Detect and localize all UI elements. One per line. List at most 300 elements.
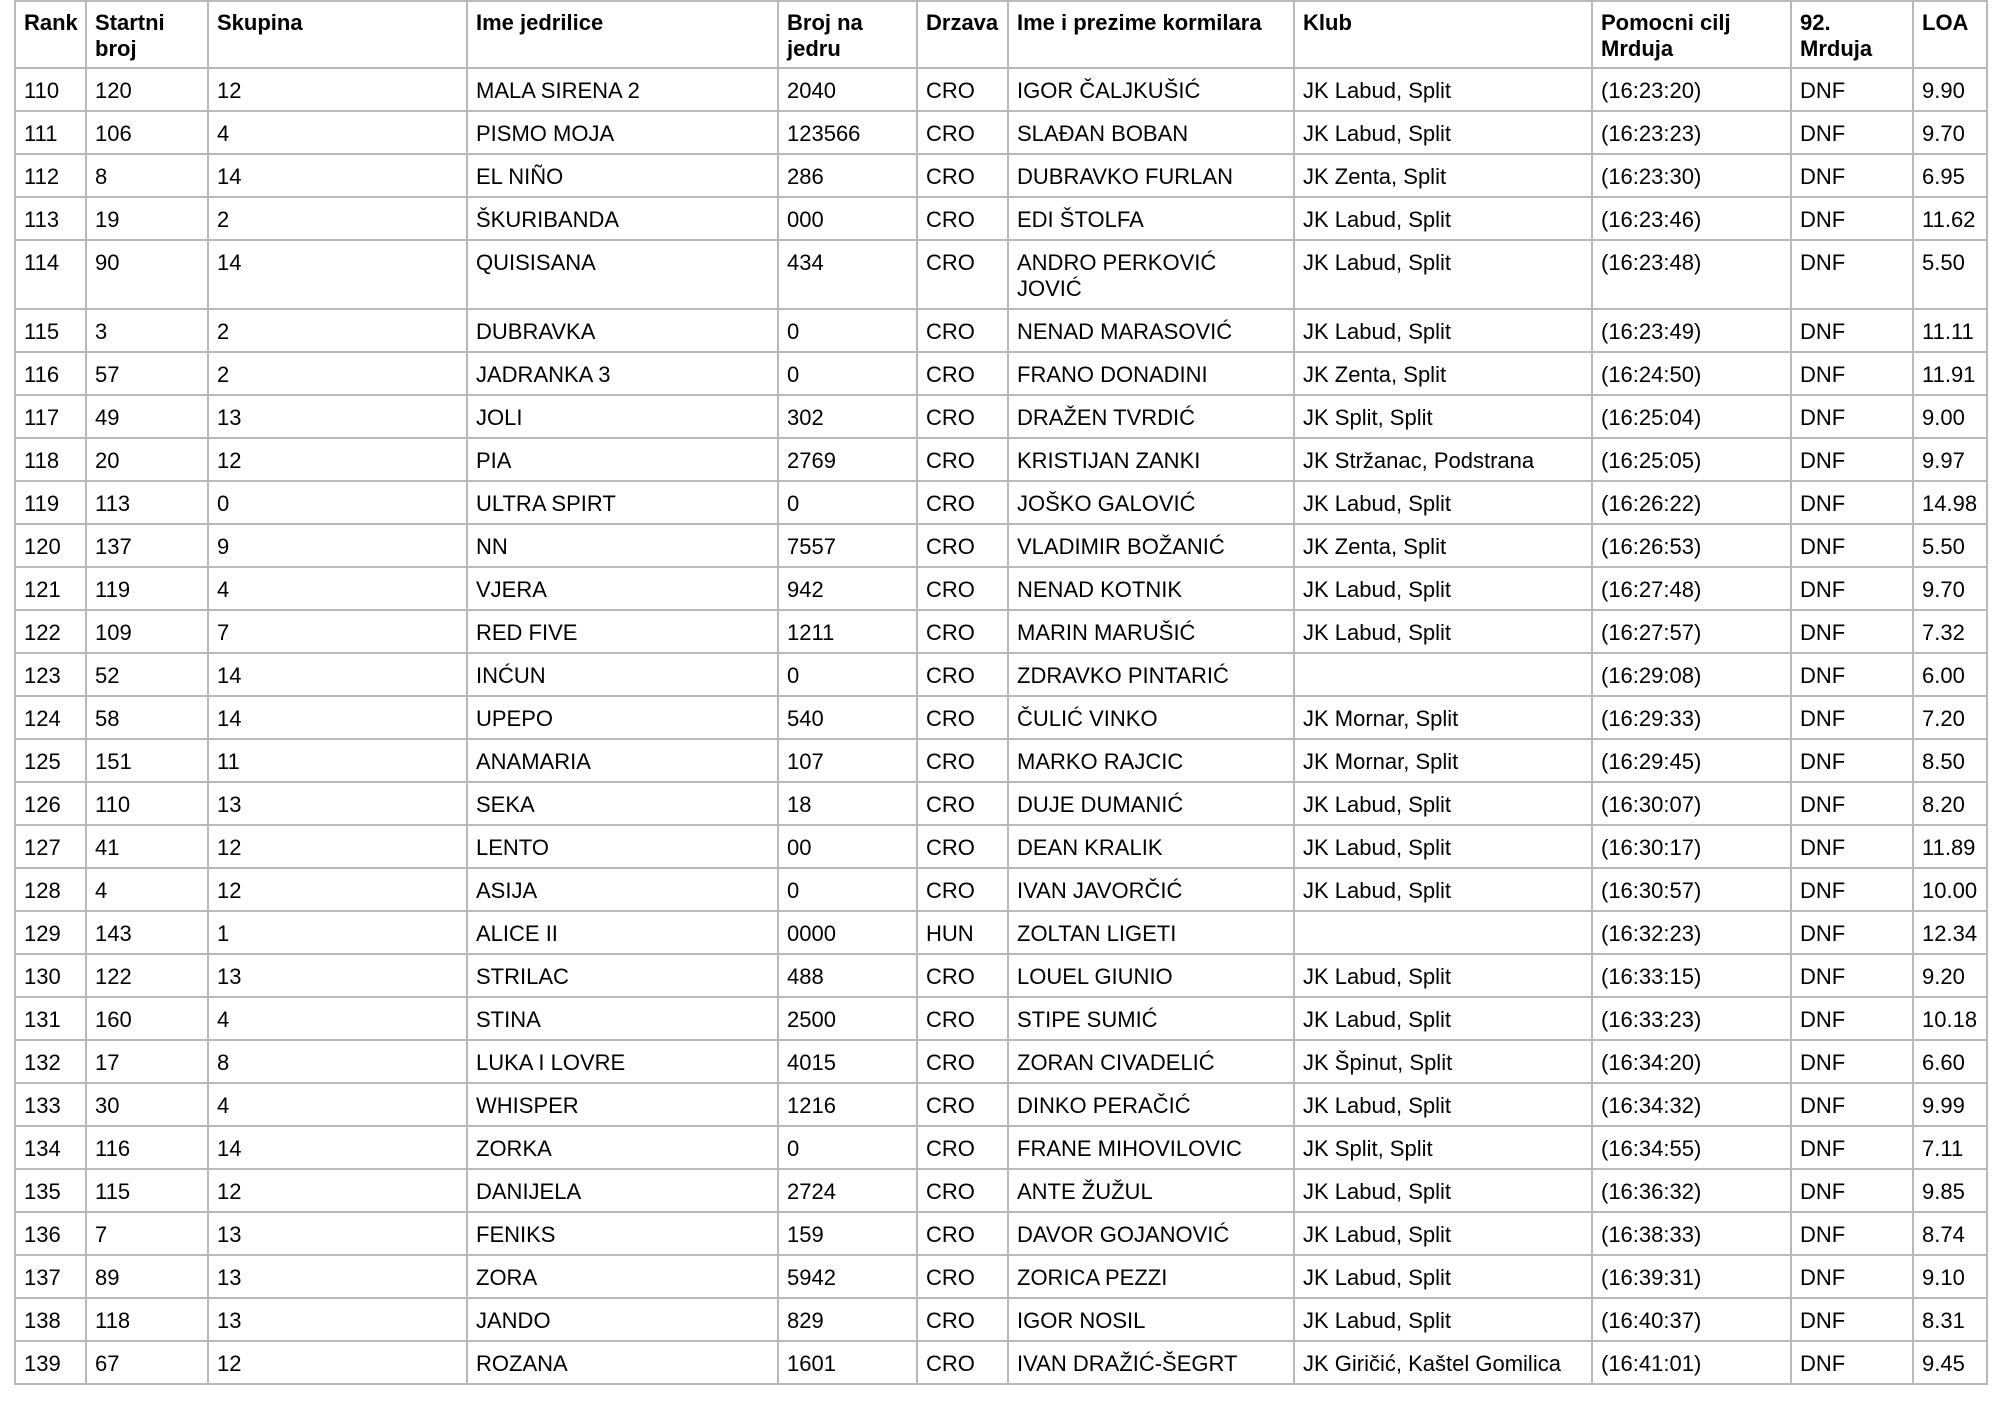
pomocni-cilj-cell: (16:25:04) [1592, 395, 1791, 438]
klub-cell: JK Zenta, Split [1294, 352, 1592, 395]
startni-broj-cell: 57 [86, 352, 208, 395]
mrduja-cell: DNF [1791, 438, 1913, 481]
klub-cell: JK Giričić, Kaštel Gomilica [1294, 1341, 1592, 1384]
drzava-cell: CRO [917, 1298, 1008, 1341]
table-row [15, 352, 1987, 395]
rank-cell: 127 [15, 825, 86, 868]
drzava-cell: CRO [917, 524, 1008, 567]
skupina-cell: 13 [208, 1255, 467, 1298]
table-row [15, 1341, 1987, 1384]
startni-broj-cell: 58 [86, 696, 208, 739]
rank-cell: 119 [15, 481, 86, 524]
pomocni-cilj-cell: (16:23:20) [1592, 68, 1791, 111]
pomocni-cilj-cell: (16:41:01) [1592, 1341, 1791, 1384]
kormilar-cell: KRISTIJAN ZANKI [1008, 438, 1294, 481]
kormilar-cell: ČULIĆ VINKO [1008, 696, 1294, 739]
table-row [15, 68, 1987, 111]
rank-cell: 126 [15, 782, 86, 825]
klub-cell: JK Labud, Split [1294, 954, 1592, 997]
kormilar-cell: IVAN JAVORČIĆ [1008, 868, 1294, 911]
loa-cell: 9.97 [1913, 438, 1987, 481]
col-header-broj-na-jedru: Broj na jedru [778, 1, 917, 68]
klub-cell: JK Labud, Split [1294, 997, 1592, 1040]
ime-jedrilice-cell: SEKA [467, 782, 778, 825]
ime-jedrilice-cell: LUKA I LOVRE [467, 1040, 778, 1083]
drzava-cell: CRO [917, 1212, 1008, 1255]
klub-cell [1294, 653, 1592, 696]
loa-cell: 5.50 [1913, 240, 1987, 309]
mrduja-cell: DNF [1791, 610, 1913, 653]
skupina-cell: 12 [208, 1341, 467, 1384]
skupina-cell: 14 [208, 1126, 467, 1169]
mrduja-cell: DNF [1791, 309, 1913, 352]
skupina-cell: 1 [208, 911, 467, 954]
kormilar-cell: STIPE SUMIĆ [1008, 997, 1294, 1040]
drzava-cell: CRO [917, 154, 1008, 197]
kormilar-cell: EDI ŠTOLFA [1008, 197, 1294, 240]
rank-cell: 114 [15, 240, 86, 309]
mrduja-cell: DNF [1791, 240, 1913, 309]
startni-broj-cell: 67 [86, 1341, 208, 1384]
col-header-rank: Rank [15, 1, 86, 68]
ime-jedrilice-cell: ASIJA [467, 868, 778, 911]
broj-na-jedru-cell: 2500 [778, 997, 917, 1040]
loa-cell: 8.74 [1913, 1212, 1987, 1255]
skupina-cell: 12 [208, 868, 467, 911]
drzava-cell: CRO [917, 1126, 1008, 1169]
klub-cell: JK Labud, Split [1294, 1169, 1592, 1212]
mrduja-cell: DNF [1791, 395, 1913, 438]
skupina-cell: 7 [208, 610, 467, 653]
ime-jedrilice-cell: ANAMARIA [467, 739, 778, 782]
skupina-cell: 12 [208, 438, 467, 481]
loa-cell: 9.85 [1913, 1169, 1987, 1212]
table-row [15, 911, 1987, 954]
table-row [15, 438, 1987, 481]
rank-cell: 110 [15, 68, 86, 111]
loa-cell: 11.62 [1913, 197, 1987, 240]
drzava-cell: CRO [917, 240, 1008, 309]
pomocni-cilj-cell: (16:26:53) [1592, 524, 1791, 567]
ime-jedrilice-cell: ALICE II [467, 911, 778, 954]
ime-jedrilice-cell: PIA [467, 438, 778, 481]
skupina-cell: 13 [208, 1212, 467, 1255]
ime-jedrilice-cell: LENTO [467, 825, 778, 868]
kormilar-cell: NENAD KOTNIK [1008, 567, 1294, 610]
broj-na-jedru-cell: 1601 [778, 1341, 917, 1384]
rank-cell: 132 [15, 1040, 86, 1083]
broj-na-jedru-cell: 159 [778, 1212, 917, 1255]
rank-cell: 113 [15, 197, 86, 240]
pomocni-cilj-cell: (16:29:45) [1592, 739, 1791, 782]
drzava-cell: HUN [917, 911, 1008, 954]
table-row [15, 197, 1987, 240]
broj-na-jedru-cell: 5942 [778, 1255, 917, 1298]
loa-cell: 9.99 [1913, 1083, 1987, 1126]
startni-broj-cell: 160 [86, 997, 208, 1040]
pomocni-cilj-cell: (16:23:23) [1592, 111, 1791, 154]
klub-cell: JK Labud, Split [1294, 240, 1592, 309]
klub-cell: JK Labud, Split [1294, 1083, 1592, 1126]
skupina-cell: 14 [208, 696, 467, 739]
broj-na-jedru-cell: 829 [778, 1298, 917, 1341]
skupina-cell: 14 [208, 653, 467, 696]
ime-jedrilice-cell: PISMO MOJA [467, 111, 778, 154]
drzava-cell: CRO [917, 954, 1008, 997]
mrduja-cell: DNF [1791, 1083, 1913, 1126]
table-row [15, 1126, 1987, 1169]
drzava-cell: CRO [917, 1083, 1008, 1126]
kormilar-cell: ANTE ŽUŽUL [1008, 1169, 1294, 1212]
skupina-cell: 12 [208, 68, 467, 111]
table-row [15, 739, 1987, 782]
mrduja-cell: DNF [1791, 739, 1913, 782]
broj-na-jedru-cell: 2724 [778, 1169, 917, 1212]
ime-jedrilice-cell: ZORKA [467, 1126, 778, 1169]
broj-na-jedru-cell: 2040 [778, 68, 917, 111]
ime-jedrilice-cell: VJERA [467, 567, 778, 610]
drzava-cell: CRO [917, 696, 1008, 739]
loa-cell: 11.89 [1913, 825, 1987, 868]
klub-cell: JK Labud, Split [1294, 111, 1592, 154]
pomocni-cilj-cell: (16:23:46) [1592, 197, 1791, 240]
kormilar-cell: JOŠKO GALOVIĆ [1008, 481, 1294, 524]
pomocni-cilj-cell: (16:26:22) [1592, 481, 1791, 524]
drzava-cell: CRO [917, 782, 1008, 825]
mrduja-cell: DNF [1791, 1255, 1913, 1298]
ime-jedrilice-cell: RED FIVE [467, 610, 778, 653]
pomocni-cilj-cell: (16:32:23) [1592, 911, 1791, 954]
klub-cell: JK Labud, Split [1294, 1212, 1592, 1255]
mrduja-cell: DNF [1791, 1169, 1913, 1212]
startni-broj-cell: 52 [86, 653, 208, 696]
startni-broj-cell: 106 [86, 111, 208, 154]
skupina-cell: 8 [208, 1040, 467, 1083]
skupina-cell: 13 [208, 1298, 467, 1341]
table-row [15, 309, 1987, 352]
kormilar-cell: DRAŽEN TVRDIĆ [1008, 395, 1294, 438]
mrduja-cell: DNF [1791, 782, 1913, 825]
col-header-skupina: Skupina [208, 1, 467, 68]
ime-jedrilice-cell: JANDO [467, 1298, 778, 1341]
header-row [15, 1, 1987, 68]
mrduja-cell: DNF [1791, 352, 1913, 395]
table-row [15, 1040, 1987, 1083]
broj-na-jedru-cell: 0 [778, 1126, 917, 1169]
rank-cell: 123 [15, 653, 86, 696]
rank-cell: 116 [15, 352, 86, 395]
kormilar-cell: DUJE DUMANIĆ [1008, 782, 1294, 825]
pomocni-cilj-cell: (16:40:37) [1592, 1298, 1791, 1341]
results-body [15, 68, 1987, 1384]
startni-broj-cell: 118 [86, 1298, 208, 1341]
drzava-cell: CRO [917, 868, 1008, 911]
klub-cell [1294, 911, 1592, 954]
mrduja-cell: DNF [1791, 1341, 1913, 1384]
table-row [15, 1298, 1987, 1341]
broj-na-jedru-cell: 00 [778, 825, 917, 868]
drzava-cell: CRO [917, 1169, 1008, 1212]
ime-jedrilice-cell: FENIKS [467, 1212, 778, 1255]
kormilar-cell: ZOLTAN LIGETI [1008, 911, 1294, 954]
broj-na-jedru-cell: 302 [778, 395, 917, 438]
klub-cell: JK Zenta, Split [1294, 524, 1592, 567]
loa-cell: 5.50 [1913, 524, 1987, 567]
pomocni-cilj-cell: (16:27:48) [1592, 567, 1791, 610]
drzava-cell: CRO [917, 1255, 1008, 1298]
drzava-cell: CRO [917, 352, 1008, 395]
startni-broj-cell: 110 [86, 782, 208, 825]
startni-broj-cell: 116 [86, 1126, 208, 1169]
broj-na-jedru-cell: 7557 [778, 524, 917, 567]
broj-na-jedru-cell: 540 [778, 696, 917, 739]
broj-na-jedru-cell: 4015 [778, 1040, 917, 1083]
startni-broj-cell: 151 [86, 739, 208, 782]
mrduja-cell: DNF [1791, 825, 1913, 868]
loa-cell: 11.91 [1913, 352, 1987, 395]
rank-cell: 128 [15, 868, 86, 911]
kormilar-cell: MARKO RAJCIC [1008, 739, 1294, 782]
broj-na-jedru-cell: 0 [778, 309, 917, 352]
skupina-cell: 2 [208, 197, 467, 240]
kormilar-cell: ZDRAVKO PINTARIĆ [1008, 653, 1294, 696]
skupina-cell: 9 [208, 524, 467, 567]
broj-na-jedru-cell: 18 [778, 782, 917, 825]
broj-na-jedru-cell: 488 [778, 954, 917, 997]
ime-jedrilice-cell: ULTRA SPIRT [467, 481, 778, 524]
loa-cell: 6.60 [1913, 1040, 1987, 1083]
loa-cell: 9.70 [1913, 111, 1987, 154]
rank-cell: 138 [15, 1298, 86, 1341]
kormilar-cell: VLADIMIR BOŽANIĆ [1008, 524, 1294, 567]
skupina-cell: 12 [208, 825, 467, 868]
table-row [15, 240, 1987, 309]
ime-jedrilice-cell: ŠKURIBANDA [467, 197, 778, 240]
pomocni-cilj-cell: (16:30:57) [1592, 868, 1791, 911]
skupina-cell: 4 [208, 997, 467, 1040]
table-row [15, 610, 1987, 653]
rank-cell: 133 [15, 1083, 86, 1126]
drzava-cell: CRO [917, 1040, 1008, 1083]
rank-cell: 112 [15, 154, 86, 197]
broj-na-jedru-cell: 0 [778, 481, 917, 524]
pomocni-cilj-cell: (16:34:55) [1592, 1126, 1791, 1169]
drzava-cell: CRO [917, 395, 1008, 438]
loa-cell: 10.00 [1913, 868, 1987, 911]
pomocni-cilj-cell: (16:24:50) [1592, 352, 1791, 395]
rank-cell: 120 [15, 524, 86, 567]
ime-jedrilice-cell: STINA [467, 997, 778, 1040]
results-table [14, 0, 1988, 1385]
loa-cell: 9.90 [1913, 68, 1987, 111]
table-row [15, 954, 1987, 997]
mrduja-cell: DNF [1791, 1040, 1913, 1083]
ime-jedrilice-cell: DUBRAVKA [467, 309, 778, 352]
broj-na-jedru-cell: 0000 [778, 911, 917, 954]
rank-cell: 118 [15, 438, 86, 481]
kormilar-cell: DAVOR GOJANOVIĆ [1008, 1212, 1294, 1255]
drzava-cell: CRO [917, 825, 1008, 868]
loa-cell: 7.20 [1913, 696, 1987, 739]
rank-cell: 122 [15, 610, 86, 653]
klub-cell: JK Labud, Split [1294, 309, 1592, 352]
table-row [15, 567, 1987, 610]
startni-broj-cell: 19 [86, 197, 208, 240]
klub-cell: JK Labud, Split [1294, 1298, 1592, 1341]
startni-broj-cell: 109 [86, 610, 208, 653]
skupina-cell: 2 [208, 352, 467, 395]
kormilar-cell: NENAD MARASOVIĆ [1008, 309, 1294, 352]
startni-broj-cell: 20 [86, 438, 208, 481]
loa-cell: 14.98 [1913, 481, 1987, 524]
mrduja-cell: DNF [1791, 954, 1913, 997]
pomocni-cilj-cell: (16:27:57) [1592, 610, 1791, 653]
loa-cell: 8.50 [1913, 739, 1987, 782]
rank-cell: 130 [15, 954, 86, 997]
pomocni-cilj-cell: (16:33:23) [1592, 997, 1791, 1040]
pomocni-cilj-cell: (16:23:49) [1592, 309, 1791, 352]
rank-cell: 117 [15, 395, 86, 438]
klub-cell: JK Labud, Split [1294, 825, 1592, 868]
pomocni-cilj-cell: (16:39:31) [1592, 1255, 1791, 1298]
kormilar-cell: LOUEL GIUNIO [1008, 954, 1294, 997]
klub-cell: JK Labud, Split [1294, 68, 1592, 111]
table-row [15, 481, 1987, 524]
table-row [15, 395, 1987, 438]
startni-broj-cell: 7 [86, 1212, 208, 1255]
skupina-cell: 12 [208, 1169, 467, 1212]
ime-jedrilice-cell: INĆUN [467, 653, 778, 696]
pomocni-cilj-cell: (16:30:17) [1592, 825, 1791, 868]
rank-cell: 124 [15, 696, 86, 739]
ime-jedrilice-cell: DANIJELA [467, 1169, 778, 1212]
startni-broj-cell: 113 [86, 481, 208, 524]
col-header-startni-broj: Startni broj [86, 1, 208, 68]
loa-cell: 9.20 [1913, 954, 1987, 997]
loa-cell: 7.32 [1913, 610, 1987, 653]
loa-cell: 7.11 [1913, 1126, 1987, 1169]
kormilar-cell: ANDRO PERKOVIĆ JOVIĆ [1008, 240, 1294, 309]
klub-cell: JK Labud, Split [1294, 1255, 1592, 1298]
pomocni-cilj-cell: (16:23:48) [1592, 240, 1791, 309]
startni-broj-cell: 8 [86, 154, 208, 197]
broj-na-jedru-cell: 0 [778, 653, 917, 696]
drzava-cell: CRO [917, 567, 1008, 610]
skupina-cell: 11 [208, 739, 467, 782]
broj-na-jedru-cell: 434 [778, 240, 917, 309]
rank-cell: 135 [15, 1169, 86, 1212]
col-header-kormilar: Ime i prezime kormilara [1008, 1, 1294, 68]
broj-na-jedru-cell: 1211 [778, 610, 917, 653]
rank-cell: 137 [15, 1255, 86, 1298]
klub-cell: JK Labud, Split [1294, 782, 1592, 825]
pomocni-cilj-cell: (16:29:08) [1592, 653, 1791, 696]
loa-cell: 8.20 [1913, 782, 1987, 825]
loa-cell: 9.45 [1913, 1341, 1987, 1384]
loa-cell: 10.18 [1913, 997, 1987, 1040]
table-row [15, 653, 1987, 696]
klub-cell: JK Split, Split [1294, 395, 1592, 438]
klub-cell: JK Labud, Split [1294, 868, 1592, 911]
ime-jedrilice-cell: ROZANA [467, 1341, 778, 1384]
rank-cell: 139 [15, 1341, 86, 1384]
skupina-cell: 13 [208, 954, 467, 997]
loa-cell: 12.34 [1913, 911, 1987, 954]
mrduja-cell: DNF [1791, 111, 1913, 154]
table-row [15, 1255, 1987, 1298]
drzava-cell: CRO [917, 68, 1008, 111]
loa-cell: 9.00 [1913, 395, 1987, 438]
ime-jedrilice-cell: EL NIÑO [467, 154, 778, 197]
skupina-cell: 13 [208, 395, 467, 438]
col-header-klub: Klub [1294, 1, 1592, 68]
pomocni-cilj-cell: (16:36:32) [1592, 1169, 1791, 1212]
drzava-cell: CRO [917, 197, 1008, 240]
klub-cell: JK Mornar, Split [1294, 696, 1592, 739]
skupina-cell: 4 [208, 111, 467, 154]
broj-na-jedru-cell: 107 [778, 739, 917, 782]
klub-cell: JK Labud, Split [1294, 481, 1592, 524]
ime-jedrilice-cell: WHISPER [467, 1083, 778, 1126]
rank-cell: 129 [15, 911, 86, 954]
drzava-cell: CRO [917, 653, 1008, 696]
table-row [15, 154, 1987, 197]
pomocni-cilj-cell: (16:33:15) [1592, 954, 1791, 997]
klub-cell: JK Labud, Split [1294, 610, 1592, 653]
startni-broj-cell: 49 [86, 395, 208, 438]
skupina-cell: 4 [208, 1083, 467, 1126]
klub-cell: JK Stržanac, Podstrana [1294, 438, 1592, 481]
ime-jedrilice-cell: STRILAC [467, 954, 778, 997]
mrduja-cell: DNF [1791, 197, 1913, 240]
kormilar-cell: IVAN DRAŽIĆ-ŠEGRT [1008, 1341, 1294, 1384]
broj-na-jedru-cell: 2769 [778, 438, 917, 481]
ime-jedrilice-cell: JOLI [467, 395, 778, 438]
kormilar-cell: SLAĐAN BOBAN [1008, 111, 1294, 154]
table-row [15, 782, 1987, 825]
mrduja-cell: DNF [1791, 696, 1913, 739]
col-header-pomocni-cilj: Pomocni cilj Mrduja [1592, 1, 1791, 68]
ime-jedrilice-cell: JADRANKA 3 [467, 352, 778, 395]
ime-jedrilice-cell: MALA SIRENA 2 [467, 68, 778, 111]
pomocni-cilj-cell: (16:34:20) [1592, 1040, 1791, 1083]
col-header-ime-jedrilice: Ime jedrilice [467, 1, 778, 68]
drzava-cell: CRO [917, 739, 1008, 782]
rank-cell: 111 [15, 111, 86, 154]
klub-cell: JK Labud, Split [1294, 197, 1592, 240]
drzava-cell: CRO [917, 997, 1008, 1040]
mrduja-cell: DNF [1791, 911, 1913, 954]
kormilar-cell: MARIN MARUŠIĆ [1008, 610, 1294, 653]
mrduja-cell: DNF [1791, 1298, 1913, 1341]
drzava-cell: CRO [917, 481, 1008, 524]
mrduja-cell: DNF [1791, 481, 1913, 524]
table-row [15, 1083, 1987, 1126]
startni-broj-cell: 3 [86, 309, 208, 352]
klub-cell: JK Mornar, Split [1294, 739, 1592, 782]
startni-broj-cell: 120 [86, 68, 208, 111]
startni-broj-cell: 17 [86, 1040, 208, 1083]
ime-jedrilice-cell: QUISISANA [467, 240, 778, 309]
drzava-cell: CRO [917, 111, 1008, 154]
drzava-cell: CRO [917, 309, 1008, 352]
startni-broj-cell: 115 [86, 1169, 208, 1212]
broj-na-jedru-cell: 942 [778, 567, 917, 610]
table-row [15, 111, 1987, 154]
mrduja-cell: DNF [1791, 68, 1913, 111]
kormilar-cell: FRANE MIHOVILOVIC [1008, 1126, 1294, 1169]
klub-cell: JK Split, Split [1294, 1126, 1592, 1169]
